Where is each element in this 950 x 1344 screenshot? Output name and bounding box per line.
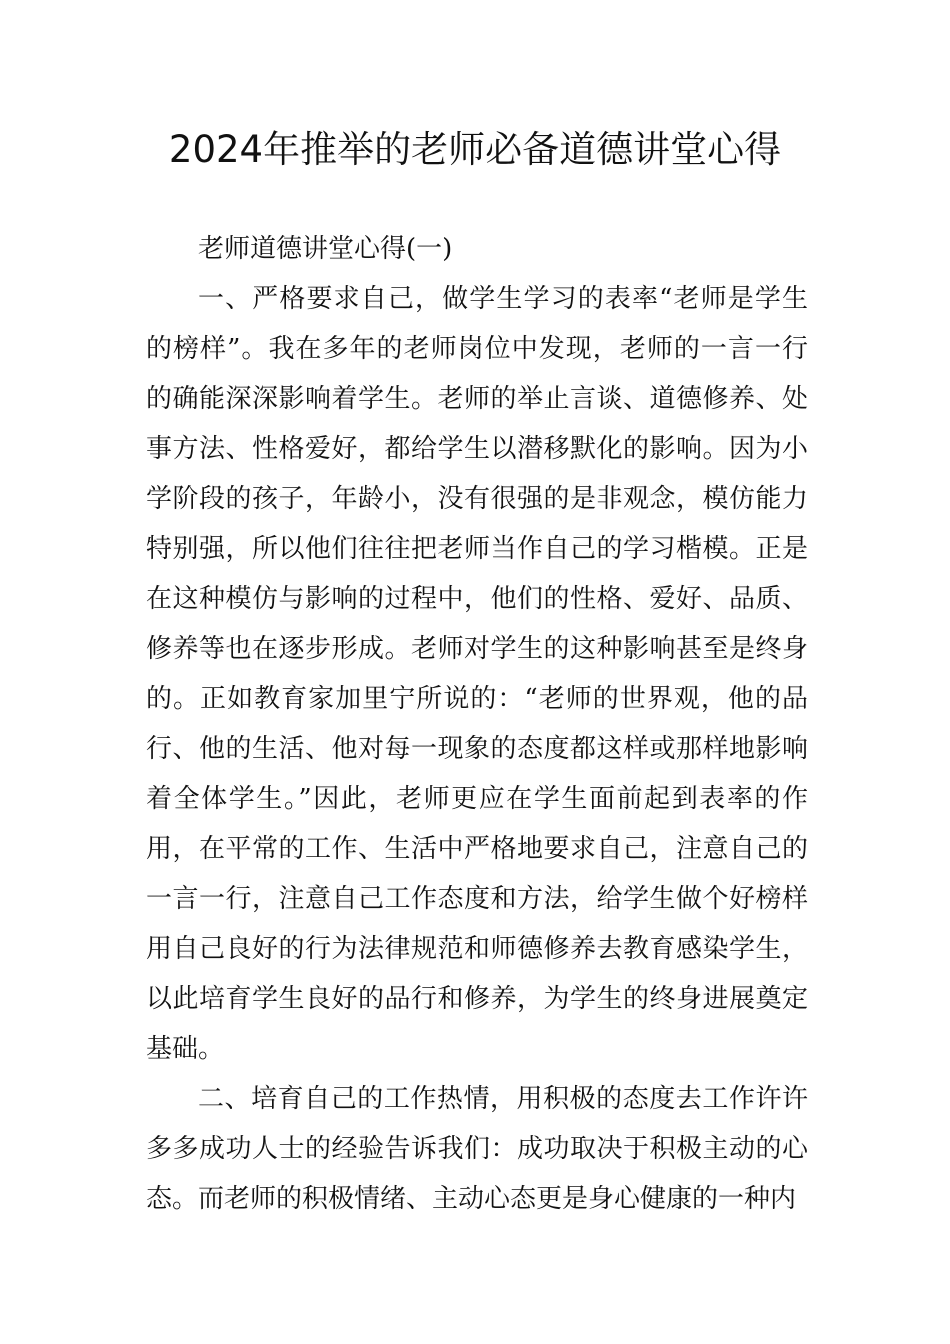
document-title: 2024年推举的老师必备道德讲堂心得 xyxy=(168,128,782,171)
section-heading: 老师道德讲堂心得(一) xyxy=(198,234,453,264)
paragraph-1: 一、严格要求自己，做学生学习的表率“老师是学生的榜样”。我在多年的老师岗位中发现，老师的一言一行的确能深深影响着学生。老师的举止言谈、道德修养、处事方法、性格爱好，都给学生以潜移默化的影响。因为小学阶段的孩子，年龄小，没有很强的是非观念，模仿能力特别强，所以他们往往把老师当作自己的学习楷模。正是在这种模仿与影响的过程中，他们的性格、爱好、品质、修养等也在逐步形成。老师对学生的这种影响甚至是终身的。正如教育家加里宁所说的：“老师的世界观，他的品行、他的生活、他对每一现象的态度都这样或那样地影响着全体学生。”因此，老师更应在学生面前起到表率的作用，在平常的工作、生活中严格地要求自己，注意自己的一言一行，注意自己工作态度和方法，给学生做个好榜样用自己良好的行为法律规范和师德修养去教育感染学生，以此培育学生良好的品行和修养，为学生的终身进展奠定基础。 xyxy=(146,284,808,1064)
document-body xyxy=(146,224,808,1224)
paragraph-2: 二、培育自己的工作热情，用积极的态度去工作许许多多成功人士的经验告诉我们：成功取决于积极主动的心态。而老师的积极情绪、主动心态更是身心健康的一种内 xyxy=(146,1084,808,1214)
